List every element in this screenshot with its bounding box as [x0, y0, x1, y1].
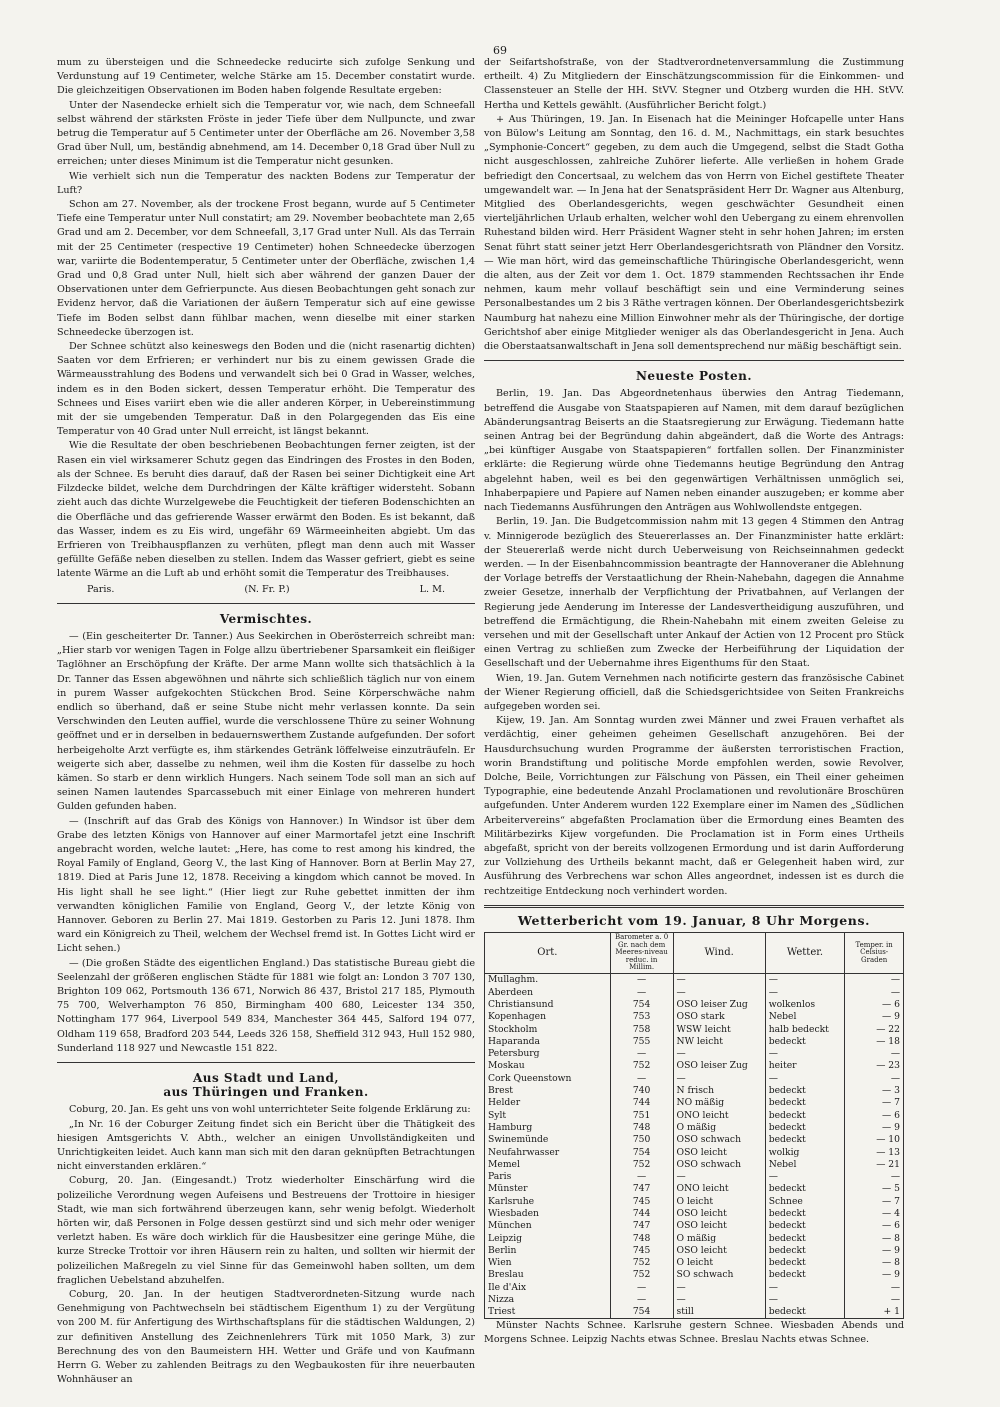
station-name: Breslau: [485, 1269, 611, 1281]
weather-row: [485, 1146, 904, 1158]
weather-value: Nebel: [765, 1158, 845, 1170]
temperature-value: — 4: [845, 1208, 904, 1220]
weather-row: [485, 1281, 904, 1293]
wind-value: —: [673, 1072, 765, 1084]
wind-value: ONO leicht: [673, 1109, 765, 1121]
weather-row: [485, 1195, 904, 1207]
wind-value: OSO leicht: [673, 1208, 765, 1220]
station-name: Cork Queenstown: [485, 1072, 611, 1084]
weather-value: bedeckt: [765, 1085, 845, 1097]
region-paragraph: Coburg, 20. Jan. Es geht uns von wohl unterrichteter Seite folgende Erklärung zu:: [69, 1104, 471, 1116]
temperature-value: — 9: [845, 1269, 904, 1281]
weather-table: [484, 932, 904, 1319]
right-column: [484, 56, 904, 1346]
wind-value: —: [673, 1171, 765, 1183]
section-heading-region-2: aus Thüringen und Franken.: [163, 1085, 369, 1100]
barometer-value: 747: [610, 1183, 673, 1195]
weather-value: bedeckt: [765, 1244, 845, 1256]
barometer-value: 752: [610, 1060, 673, 1072]
barometer-value: 750: [610, 1134, 673, 1146]
temperature-value: —: [845, 1294, 904, 1306]
station-name: Münster: [485, 1183, 611, 1195]
barometer-value: 754: [610, 1146, 673, 1158]
article-paragraph: + Aus Thüringen, 19. Jan. In Eisenach hat die Meininger Hofcapelle unter Hans von Bülow's Leitung am Sonntag, den 16. d. M., Nachmittags, ein stark besuchtes „Symphonie-Concert“ gegeben, zu dem auch die Umgegend, selbst die Stadt Gotha nicht ausgeschlossen, zahlreiche Zuhörer lieferte. Alle verließen in hohem Grade befriedigt den Concertsaal, zu welchem das von Herrn von Eichel gestiftete Theater umgewandelt war. — In Jena hat der Senatspräsident Herr Dr. Wagner aus Altenburg, Mitglied des Oberlandesgerichts, wegen geschwächter Gesundheit einen vierteljährlichen Urlaub erhalten, welcher wohl den Uebergang zu einem ehrenvollen Ruhestand bilden wird. Herr Präsident Wagner steht in sehr hohen Jahren; im ersten Senat führt statt seiner jetzt Herr Oberlandesgerichtsrath von Pländner den Vorsitz. — Wie man hört, wird das gemeinschaftliche Thüringische Oberlandesgericht, wenn die alten, aus der Zeit vor dem 1. Oct. 1879 stammenden Rechtssachen ihr Ende nehmen, kaum mehr vollauf beschäftigt sein und eine Verminderung seines Personalbestandes um 2 bis 3 Räthe vertragen können. Der Oberlandesgerichtsbezirk Naumburg hat nahezu eine Million Einwohner mehr als der Thüringische, der dortige Gerichtshof aber einige Mitglieder weniger als das Oberlandesgericht in Jena. Auch die Oberstaatsanwaltschaft in Jena soll dementsprechend nur mäßig beschäftigt sein.: [484, 113, 904, 353]
temperature-value: —: [845, 1281, 904, 1293]
misc-paragraph: — (Die großen Städte des eigentlichen England.) Das statistische Bureau giebt die Seelenzahl der größeren englischen Städte für 1881 wie folgt an: London 3 707 130, Brighton 109 062, Portsmouth 136 671, Norwich 86 437, Bristol 217 185, Plymouth 75 700, Welverhampton 76 850, Birmingham 400 680, Leicester 134 350, Nottingham 177 964, Liverpool 549 834, Manchester 364 445, Salford 194 077, Oldham 119 658, Bradford 203 544, Leeds 326 158, Sheffield 312 943, Hull 152 980, Sunderland 118 927 und Newcastle 151 822.: [57, 957, 475, 1054]
weather-row: [485, 1048, 904, 1060]
barometer-value: 752: [610, 1158, 673, 1170]
wind-value: OSO schwach: [673, 1134, 765, 1146]
station-name: Petersburg: [485, 1048, 611, 1060]
wind-value: SO schwach: [673, 1269, 765, 1281]
weather-value: bedeckt: [765, 1097, 845, 1109]
temperature-value: —: [845, 973, 904, 986]
barometer-value: 744: [610, 1097, 673, 1109]
section-heading-region-1: Aus Stadt und Land,: [192, 1071, 340, 1086]
station-name: Karlsruhe: [485, 1195, 611, 1207]
wind-value: OSO leiser Zug: [673, 1060, 765, 1072]
station-name: Haparanda: [485, 1035, 611, 1047]
weather-value: bedeckt: [765, 1220, 845, 1232]
region-paragraph: Coburg, 20. Jan. In der heutigen Stadtverordneten-Sitzung wurde nach Genehmigung von Pachtwechseln bei städtischem Eigenthum 1) zu der Vergütung von 200 M. für Anfertigung des Wirthschaftsplans für die städtischen Waldungen, 2) zur definitiven Anstellung des Zeichnenlehrers Türk mit 1050 Mark, 3) zur Berechnung des von den Baumeistern HH. Wetter und Gräfe und von Kaufmann Herrn G. Weber zu zahlenden Beitrags zu den Wegbaukosten für ihre neuerbauten Wohnhäuser an: [57, 1289, 475, 1386]
signature-source: (N. Fr. P.): [244, 583, 290, 595]
temperature-value: — 9: [845, 1244, 904, 1256]
barometer-value: 740: [610, 1085, 673, 1097]
temperature-value: — 10: [845, 1134, 904, 1146]
barometer-value: 758: [610, 1023, 673, 1035]
station-name: Triest: [485, 1306, 611, 1319]
weather-row: [485, 1158, 904, 1170]
weather-row: [485, 1122, 904, 1134]
temperature-value: — 6: [845, 1109, 904, 1121]
temperature-value: — 9: [845, 1122, 904, 1134]
station-name: Sylt: [485, 1109, 611, 1121]
weather-row: [485, 1072, 904, 1084]
signature-place: Paris.: [87, 583, 115, 595]
barometer-value: —: [610, 1294, 673, 1306]
region-paragraph: Coburg, 20. Jan. (Eingesandt.) Trotz wiederholter Einschärfung wird die polizeiliche Verordnung wegen Aufeisens und Bestreuens der Trottoire in hiesiger Stadt, wie man sich fortwährend überzeugen kann, sehr wenig befolgt. Wiederholt hörten wir, daß Personen in Folge dessen gestürzt sind und sich mehr oder weniger verletzt haben. Es wäre doch wirklich für die Hausbesitzer eine geringe Mühe, die kurze Strecke Trottoir vor ihren Häusern rein zu halten, und sollten wir hiermit der polizeilichen Maßregeln zu viel Sinne für das Gemeinwohl haben sollten, um dem fraglichen Uebelstand abzuhelfen.: [57, 1175, 475, 1286]
left-column: [57, 56, 475, 1386]
weather-row: [485, 1244, 904, 1256]
wind-value: NW leicht: [673, 1035, 765, 1047]
temperature-value: — 7: [845, 1097, 904, 1109]
barometer-value: 751: [610, 1109, 673, 1121]
wind-value: NO mäßig: [673, 1097, 765, 1109]
station-name: Berlin: [485, 1244, 611, 1256]
weather-row: [485, 1085, 904, 1097]
station-name: Helder: [485, 1097, 611, 1109]
barometer-value: 754: [610, 999, 673, 1011]
station-name: Mullaghm.: [485, 973, 611, 986]
wind-value: OSO leicht: [673, 1146, 765, 1158]
wind-value: WSW leicht: [673, 1023, 765, 1035]
station-name: Hamburg: [485, 1122, 611, 1134]
weather-value: bedeckt: [765, 1183, 845, 1195]
temperature-value: + 1: [845, 1306, 904, 1319]
column-header-barometer: Barometer a. 0 Gr. nach dem Meeres-niveau reduc. in Millim.: [610, 932, 673, 973]
weather-value: —: [765, 1072, 845, 1084]
page-number: 69: [493, 44, 507, 57]
station-name: Swinemünde: [485, 1134, 611, 1146]
station-name: Wiesbaden: [485, 1208, 611, 1220]
temperature-value: — 9: [845, 1011, 904, 1023]
barometer-value: 754: [610, 1306, 673, 1319]
weather-value: —: [765, 986, 845, 998]
wind-value: —: [673, 973, 765, 986]
weather-footnote: Münster Nachts Schnee. Karlsruhe gestern Schnee. Wiesbaden Abends und Morgens Schnee. Leipzig Nachts etwas Schnee. Breslau Nachts etwas Schnee.: [484, 1320, 904, 1346]
barometer-value: —: [610, 1048, 673, 1060]
weather-table-body: [485, 973, 904, 1318]
weather-value: bedeckt: [765, 1122, 845, 1134]
barometer-value: 744: [610, 1208, 673, 1220]
temperature-value: —: [845, 1171, 904, 1183]
weather-table-header: [485, 932, 904, 973]
wind-value: ONO leicht: [673, 1183, 765, 1195]
wind-value: still: [673, 1306, 765, 1319]
weather-row: [485, 1109, 904, 1121]
station-name: München: [485, 1220, 611, 1232]
wind-value: OSO schwach: [673, 1158, 765, 1170]
temperature-value: —: [845, 986, 904, 998]
barometer-value: 748: [610, 1232, 673, 1244]
weather-row: [485, 986, 904, 998]
article-paragraph: der Seifartshofstraße, von der Stadtverordnetenversammlung die Zustimmung ertheilt. 4) Zu Mitgliedern der Einschätzungscommission für die Einkommen- und Classensteuer an Stelle der HH. StVV. Stegner und Otzberg wurden die HH. StVV. Hertha und Kettels gewählt. (Ausführlicher Bericht folgt.): [484, 57, 904, 111]
station-name: Ile d'Aix: [485, 1281, 611, 1293]
barometer-value: 752: [610, 1269, 673, 1281]
temperature-value: — 3: [845, 1085, 904, 1097]
weather-value: heiter: [765, 1060, 845, 1072]
signature-initials: L. M.: [419, 583, 445, 595]
section-heading-misc: Vermischtes.: [219, 611, 313, 626]
column-header-wind: Wind.: [673, 932, 765, 973]
temperature-value: — 18: [845, 1035, 904, 1047]
barometer-value: 752: [610, 1257, 673, 1269]
region-paragraph: „In Nr. 16 der Coburger Zeitung findet sich ein Bericht über die Thätigkeit des hiesigen Amtsgerichts V. Abth., welcher an einigen Unvollständigkeiten und Unrichtigkeiten leidet. Auch kann man sich mit den daran geknüpften Betrachtungen nicht einverstanden erklären.“: [57, 1118, 475, 1173]
weather-value: bedeckt: [765, 1035, 845, 1047]
article-signature: [57, 583, 475, 597]
weather-row: [485, 1232, 904, 1244]
station-name: Memel: [485, 1158, 611, 1170]
barometer-value: —: [610, 1281, 673, 1293]
wind-value: OSO leicht: [673, 1244, 765, 1256]
column-header-ort: Ort.: [485, 932, 611, 973]
article-paragraph: Schon am 27. November, als der trockene Frost begann, wurde auf 5 Centimeter Tiefe eine Temperatur unter Null constatirt; am 29. November beobachtete man 2,65 Grad und am 2. December, vor dem Schneefall, 3,17 Grad unter Null. Als das Terrain mit der 25 Centimeter (respective 19 Centimeter) hohen Schneedecke überzogen war, variirte die Bodentemperatur, 5 Centimeter unter der Oberfläche, zwischen 1,4 Grad und 0,8 Grad unter Null, hielt sich aber während der ganzen Dauer der Observationen unter dem Gefrierpuncte. Aus diesen Beobachtungen geht sonach zur Evidenz hervor, daß die Variationen der äußern Temperatur sich auf eine gewisse Tiefe im Boden selbst dann fühlbar machen, wenn dieselbe mit einer starken Schneedecke überzogen ist.: [57, 199, 475, 338]
weather-value: bedeckt: [765, 1134, 845, 1146]
wind-value: —: [673, 1281, 765, 1293]
barometer-value: 745: [610, 1195, 673, 1207]
temperature-value: — 8: [845, 1232, 904, 1244]
weather-row: [485, 1183, 904, 1195]
weather-value: wolkenlos: [765, 999, 845, 1011]
station-name: Moskau: [485, 1060, 611, 1072]
wind-value: —: [673, 1048, 765, 1060]
temperature-value: — 13: [845, 1146, 904, 1158]
station-name: Wien: [485, 1257, 611, 1269]
weather-report-title: Wetterbericht vom 19. Januar, 8 Uhr Morgens.: [517, 912, 871, 928]
weather-row: [485, 973, 904, 986]
weather-value: bedeckt: [765, 1306, 845, 1319]
wind-value: O mäßig: [673, 1232, 765, 1244]
wind-value: O leicht: [673, 1195, 765, 1207]
barometer-value: 745: [610, 1244, 673, 1256]
news-paragraph: Berlin, 19. Jan. Das Abgeordnetenhaus überwies den Antrag Tiedemann, betreffend die Ausgabe von Staatspapieren auf Namen, mit dem darauf bezüglichen Abänderungsantrag Beiserts an die Staatsregierung zur Erwägung. Tiedemann hatte seinen Antrag bei der Begründung dahin abgeändert, daß die Worte des Antrags: „bei künftiger Ausgabe von Staatspapieren“ fortfallen sollen. Der Finanzminister erklärte: die Regierung würde ohne Tiedemanns heutige Begründung den Antrag abgelehnt haben, weil es bei den gegenwärtigen Verhältnissen unmöglich sei, Inhaberpapiere und Papiere auf Namen neben einander auszugeben; er komme aber nach Tiedemanns Ausführungen den Anträgen aus Wohlwollendste entgegen.: [484, 388, 904, 514]
weather-value: bedeckt: [765, 1257, 845, 1269]
article-paragraph: mum zu übersteigen und die Schneedecke reducirte sich zufolge Senkung und Verdunstung auf 19 Centimeter, welche Stärke am 15. December constatirt wurde. Die gleichzeitigen Observationen im Boden haben folgende Resultate ergeben:: [57, 57, 475, 97]
station-name: Christiansund: [485, 999, 611, 1011]
weather-value: —: [765, 1281, 845, 1293]
barometer-value: 747: [610, 1220, 673, 1232]
weather-row: [485, 1097, 904, 1109]
temperature-value: — 8: [845, 1257, 904, 1269]
wind-value: —: [673, 1294, 765, 1306]
wind-value: OSO stark: [673, 1011, 765, 1023]
weather-value: —: [765, 1171, 845, 1183]
weather-row: [485, 1208, 904, 1220]
station-name: Aberdeen: [485, 986, 611, 998]
wind-value: N frisch: [673, 1085, 765, 1097]
weather-value: Nebel: [765, 1011, 845, 1023]
temperature-value: — 6: [845, 999, 904, 1011]
barometer-value: 753: [610, 1011, 673, 1023]
weather-row: [485, 1035, 904, 1047]
section-divider: [484, 360, 904, 361]
weather-row: [485, 1306, 904, 1319]
weather-value: wolkig: [765, 1146, 845, 1158]
news-paragraph: Wien, 19. Jan. Gutem Vernehmen nach notificirte gestern das französische Cabinet der Wiener Regierung officiell, daß die Schiedsgerichtsidee von Seiten Frankreichs aufgegeben worden sei.: [484, 672, 904, 712]
weather-row: [485, 1257, 904, 1269]
barometer-value: 755: [610, 1035, 673, 1047]
temperature-value: — 22: [845, 1023, 904, 1035]
misc-paragraph: — (Inschrift auf das Grab des Königs von Hannover.) In Windsor ist über dem Grabe des letzten Königs von Hannover auf einer Marmortafel jetzt eine Inschrift angebracht worden, welche lautet: „Here, has come to rest among his kindred, the Royal Family of England, Georg V., the last King of Hannover. Born at Berlin May 27, 1819. Died at Paris June 12, 1878. Receiving a kingdom which cannot be moved. In His light shall he see light.“ (Hier liegt zur Ruhe gebettet inmitten der ihm verwandten königlichen Familie von England, Georg V., der letzte König von Hannover. Geboren zu Berlin 27. Mai 1819. Gestorben zu Paris 12. Juni 1878. Ihm ward ein Königreich zu Theil, welchem der Wechsel fremd ist. In Gottes Licht wird er Licht sehen.): [57, 815, 475, 955]
barometer-value: —: [610, 986, 673, 998]
barometer-value: —: [610, 973, 673, 986]
station-name: Neufahrwasser: [485, 1146, 611, 1158]
temperature-value: — 5: [845, 1183, 904, 1195]
weather-row: [485, 1011, 904, 1023]
weather-row: [485, 1060, 904, 1072]
weather-row: [485, 1134, 904, 1146]
station-name: Stockholm: [485, 1023, 611, 1035]
section-divider: [57, 1062, 475, 1063]
misc-paragraph: — (Ein gescheiterter Dr. Tanner.) Aus Seekirchen in Oberösterreich schreibt man: „Hier starb vor wenigen Tagen in Folge allzu übertriebener Sparsamkeit ein fleißiger Taglöhner an Erschöpfung der Kräfte. Der arme Mann wollte sich thatsächlich à la Dr. Tanner das Essen abgewöhnen und nährte sich schließlich täglich nur von einem in purem Wasser aufgekochten Stückchen Brod. Seine Körperschwäche nahm endlich so überhand, daß er seine Stube nicht mehr verlassen konnte. Da sein Verschwinden den Leuten auffiel, wurde die verschlossene Thüre zu seiner Wohnung geöffnet und er in derselben in bedauernswerthem Zustande aufgefunden. Der sofort herbeigeholte Arzt verfügte es, ihm stärkendes Getränk löffelweise einzuträufeln. Er weigerte sich aber, dasselbe zu nehmen, weil ihm die Kosten für dasselbe zu hoch kämen. So starb er denn wirklich Hungers. Nach seinem Tode soll man an sich auf seinen Namen lautendes Sparcassebuch mit einer Einlage von mehreren hundert Gulden gefunden haben.: [57, 630, 475, 813]
article-paragraph: Unter der Nasendecke erhielt sich die Temperatur vor, wie nach, dem Schneefall selbst während der stärksten Fröste in jeder Tiefe über dem Nullpuncte, und zwar betrug die Temperatur auf 5 Centimeter unter der Oberfläche am 26. November 3,58 Grad über Null, um, beständig abnehmend, am 14. December 0,18 Grad über Null zu erreichen; unter dieses Minimum ist die Temperatur nicht gesunken.: [57, 99, 475, 168]
station-name: Brest: [485, 1085, 611, 1097]
barometer-value: —: [610, 1171, 673, 1183]
weather-row: [485, 1023, 904, 1035]
weather-value: Schnee: [765, 1195, 845, 1207]
weather-row: [485, 1294, 904, 1306]
article-paragraph: Wie die Resultate der oben beschriebenen Beobachtungen ferner zeigten, ist der Rasen ein viel wirksamerer Schutz gegen das Eindringen des Frostes in den Boden, als der Schnee. Es beruht dies darauf, daß der Rasen bei seiner Dichtigkeit eine Art Filzdecke bildet, welche dem Durchdringen der Kälte kräftiger widersteht. Sobann zieht auch das dichte Wurzelgewebe die Feuchtigkeit der tieferen Bodenschichten an die Oberfläche und das gefrierende Wasser erwärmt den Boden. Es ist bekannt, daß das Wasser, indem es zu Eis wird, ungefähr 69 Wärmeeinheiten abgiebt. Um das Erfrieren von Treibhauspflanzen zu verhüten, pflegt man denn auch mit Wasser gefüllte Gefäße neben dieselben zu stellen. Indem das Wasser gefriert, giebt es seine latente Wärme an die Luft ab und erhöht somit die Temperatur des Treibhauses.: [57, 440, 475, 580]
weather-value: bedeckt: [765, 1232, 845, 1244]
station-name: Leipzig: [485, 1232, 611, 1244]
temperature-value: — 6: [845, 1220, 904, 1232]
wind-value: OSO leicht: [673, 1220, 765, 1232]
column-header-temperature: Temper. in Celsius-Graden: [845, 932, 904, 973]
weather-value: bedeckt: [765, 1109, 845, 1121]
section-divider: [484, 905, 904, 908]
article-paragraph: Wie verhielt sich nun die Temperatur des nackten Bodens zur Temperatur der Luft?: [57, 170, 475, 196]
station-name: Paris: [485, 1171, 611, 1183]
station-name: Kopenhagen: [485, 1011, 611, 1023]
news-paragraph: Kijew, 19. Jan. Am Sonntag wurden zwei Männer und zwei Frauen verhaftet als verdächtig, einer geheimen geheimen Gesellschaft anzugehören. Bei der Hausdurchsuchung wurden Programme der äußersten terroristischen Fraction, worin Brandstiftung und politische Morde empfohlen werden, sowie Revolver, Dolche, Beile, Vorrichtungen zur Fälschung von Pässen, ein Theil einer geheimen Typographie, eine bedeutende Anzahl Proclamationen und revolutionäre Broschüren aufgefunden. Unter Anderem wurden 122 Exemplare einer im Namen des „Südlichen Arbeitervereins“ abgefaßten Proclamation über die Ermordung eines Beamten des Militärbezirks Kijew vorgefunden. Die Proclamation ist in Form eines Urtheils abgefaßt, spricht von der bereits vollzogenen Ermordung und ist darin Aufforderung zur Vollziehung des Urtheils bekannt macht, daß er Gelegenheit haben wird, zur Ausführung des Verbrechens war schon Alles angeordnet, indessen ist es durch die rechtzeitige Entdeckung noch verhindert worden.: [484, 715, 904, 897]
wind-value: O mäßig: [673, 1122, 765, 1134]
wind-value: —: [673, 986, 765, 998]
temperature-value: —: [845, 1048, 904, 1060]
weather-value: halb bedeckt: [765, 1023, 845, 1035]
weather-row: [485, 1171, 904, 1183]
temperature-value: —: [845, 1072, 904, 1084]
wind-value: O leicht: [673, 1257, 765, 1269]
news-paragraph: Berlin, 19. Jan. Die Budgetcommission nahm mit 13 gegen 4 Stimmen den Antrag v. Minnigerode bezüglich des Steuererlasses an. Der Finanzminister hatte erklärt: der Steuererlaß werde nicht durch Ueberweisung von Reichseinnahmen gedeckt werden. — In der Eisenbahncommission beantragte der Hannoveraner die Ablehnung der Vorlage betreffs der Verstaatlichung der Rhein-Nahebahn, dagegen die Annahme zweier Gesetze, innerhalb der Verpflichtung der Privatbahnen, auf Verlangen der Regierung jede Aenderung im Interesse der Landesvertheidigung auszuführen, und betreffend die Ermächtigung, die Rhein-Nahebahn mit einem zweiten Geleise zu versehen und mit der Gesellschaft unter Ankauf der Actien von 12 Procent pro Stück einen Vertrag zu schließen zum Zwecke der Herbeiführung der Liquidation der Gesellschaft und der Uebernahme ihres Eigenthums für den Staat.: [484, 516, 904, 670]
article-paragraph: Der Schnee schützt also keineswegs den Boden und die (nicht rasenartig dichten) Saaten vor dem Erfrieren; er verhindert nur bis zu einem gewissen Grade die Wärmeausstrahlung des Bodens und verwandelt sich bei 0 Grad in Wasser, welches, indem es in den Boden sickert, dessen Temperatur erhöht. Die Temperatur des Schnees und Eises variirt eben wie die aller anderen Körper, in Uebereinstimmung mit der sie umgebenden Temperatur. Daß in den Polargegenden das Eis eine Temperatur von 40 Grad unter Null erreicht, ist längst bekannt.: [57, 341, 475, 438]
weather-value: bedeckt: [765, 1208, 845, 1220]
column-header-wetter: Wetter.: [765, 932, 845, 973]
weather-value: —: [765, 1048, 845, 1060]
section-heading-news: Neueste Posten.: [635, 369, 753, 384]
weather-row: [485, 999, 904, 1011]
weather-value: —: [765, 973, 845, 986]
weather-value: —: [765, 1294, 845, 1306]
temperature-value: — 23: [845, 1060, 904, 1072]
barometer-value: 748: [610, 1122, 673, 1134]
temperature-value: — 7: [845, 1195, 904, 1207]
station-name: Nizza: [485, 1294, 611, 1306]
wind-value: OSO leiser Zug: [673, 999, 765, 1011]
barometer-value: —: [610, 1072, 673, 1084]
temperature-value: — 21: [845, 1158, 904, 1170]
weather-row: [485, 1220, 904, 1232]
weather-row: [485, 1269, 904, 1281]
section-divider: [57, 603, 475, 604]
weather-value: bedeckt: [765, 1269, 845, 1281]
